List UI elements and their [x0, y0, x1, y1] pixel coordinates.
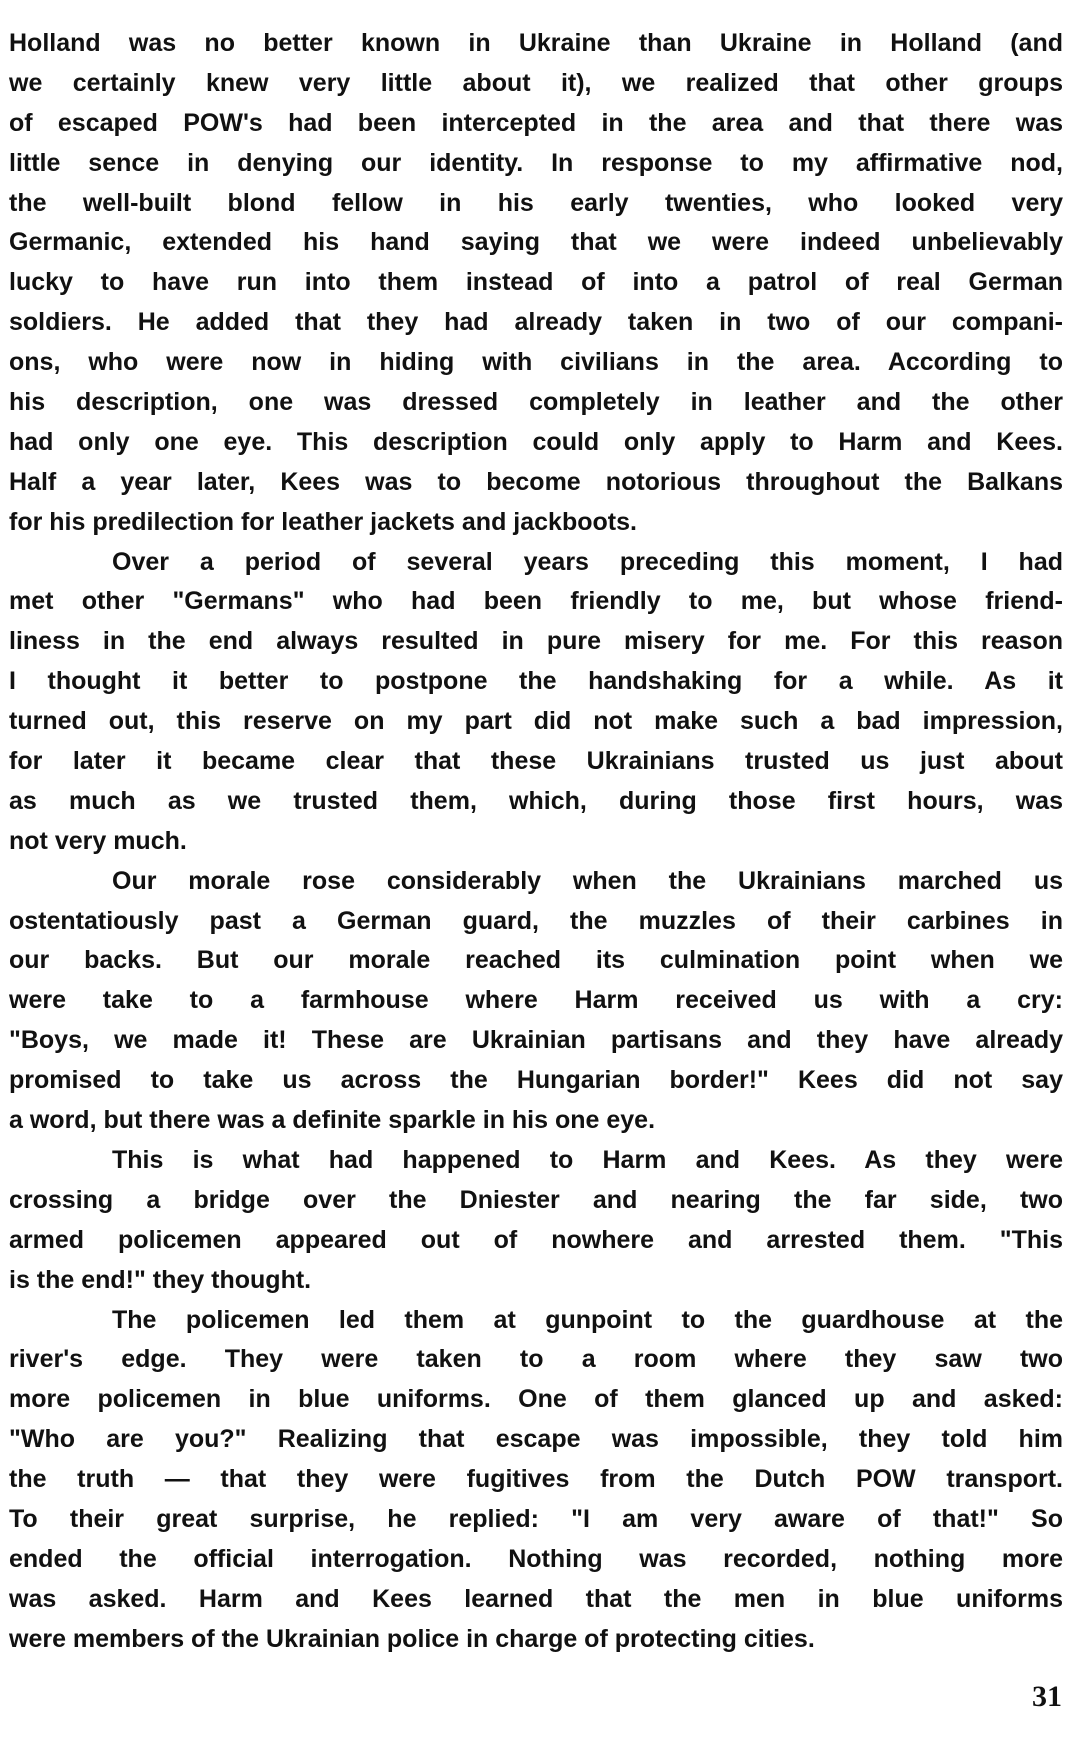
text-line: is the end!" they thought.: [9, 1265, 312, 1294]
text-line: had only one eye. This description could only apply to Harm and Kees.: [9, 427, 1063, 456]
text-line: armed policemen appeared out of nowhere and arrested them. "This: [9, 1225, 1063, 1254]
text-line: Germanic, extended his hand saying that we were indeed unbelievably: [9, 228, 1063, 257]
text-line: turned out, this reserve on my part did not make such a bad impression,: [9, 707, 1063, 736]
paragraph: [9, 24, 1063, 543]
text-line: were take to a farmhouse where Harm received us with a cry:: [9, 986, 1063, 1015]
text-line: met other "Germans" who had been friendly to me, but whose friend-: [9, 587, 1063, 616]
text-line: we certainly knew very little about it), we realized that other groups: [9, 68, 1063, 97]
text-line: for later it became clear that these Ukrainians trusted us just about: [9, 747, 1063, 776]
text-line: of escaped POW's had been intercepted in the area and that there was: [9, 108, 1063, 137]
paragraph: [9, 543, 1063, 862]
text-line: soldiers. He added that they had already taken in two of our compani-: [9, 308, 1063, 337]
text-line: I thought it better to postpone the handshaking for a while. As it: [9, 667, 1063, 696]
text-line: liness in the end always resulted in pure misery for me. For this reason: [9, 627, 1063, 656]
paragraph: [9, 1141, 1063, 1301]
text-line: as much as we trusted them, which, during those first hours, was: [9, 786, 1063, 815]
text-line: more policemen in blue uniforms. One of them glanced up and asked:: [9, 1385, 1063, 1414]
text-line: Over a period of several years preceding this moment, I had: [112, 547, 1063, 576]
text-line: "Boys, we made it! These are Ukrainian partisans and they have already: [9, 1026, 1063, 1055]
body-text: [9, 24, 1063, 1660]
text-line: the truth — that they were fugitives from the Dutch POW transport.: [9, 1465, 1063, 1494]
text-line: not very much.: [9, 826, 187, 855]
text-line: a word, but there was a definite sparkle in his one eye.: [9, 1106, 656, 1135]
paragraph: [9, 1301, 1063, 1660]
text-line: This is what had happened to Harm and Kees. As they were: [112, 1145, 1063, 1174]
text-line: his description, one was dressed completely in leather and the other: [9, 388, 1063, 417]
text-line: "Who are you?" Realizing that escape was impossible, they told him: [9, 1425, 1063, 1454]
text-line: Holland was no better known in Ukraine than Ukraine in Holland (and: [9, 29, 1063, 57]
text-line: lucky to have run into them instead of into a patrol of real German: [9, 268, 1063, 297]
text-line: Our morale rose considerably when the Ukrainians marched us: [112, 866, 1063, 895]
text-line: The policemen led them at gunpoint to the guardhouse at the: [112, 1305, 1063, 1334]
text-line: was asked. Harm and Kees learned that the men in blue uniforms: [9, 1584, 1063, 1613]
paragraph: [9, 862, 1063, 1141]
text-line: for his predilection for leather jackets and jackboots.: [9, 507, 637, 536]
text-line: ons, who were now in hiding with civilians in the area. According to: [9, 348, 1063, 377]
text-line: ended the official interrogation. Nothing was recorded, nothing more: [9, 1544, 1063, 1573]
text-line: river's edge. They were taken to a room where they saw two: [9, 1345, 1063, 1374]
text-line: promised to take us across the Hungarian border!" Kees did not say: [9, 1066, 1063, 1095]
text-line: little sence in denying our identity. In response to my affirmative nod,: [9, 148, 1063, 177]
text-line: ostentatiously past a German guard, the muzzles of their carbines in: [9, 906, 1063, 935]
text-line: crossing a bridge over the Dniester and nearing the far side, two: [9, 1185, 1063, 1214]
text-line: To their great surprise, he replied: "I am very aware of that!" So: [9, 1504, 1063, 1533]
page-number: 31: [1032, 1680, 1062, 1713]
text-line: Half a year later, Kees was to become notorious throughout the Balkans: [9, 467, 1063, 496]
text-line: our backs. But our morale reached its culmination point when we: [9, 946, 1063, 975]
text-line: the well-built blond fellow in his early twenties, who looked very: [9, 188, 1063, 217]
text-line: were members of the Ukrainian police in charge of protecting cities.: [9, 1624, 815, 1653]
